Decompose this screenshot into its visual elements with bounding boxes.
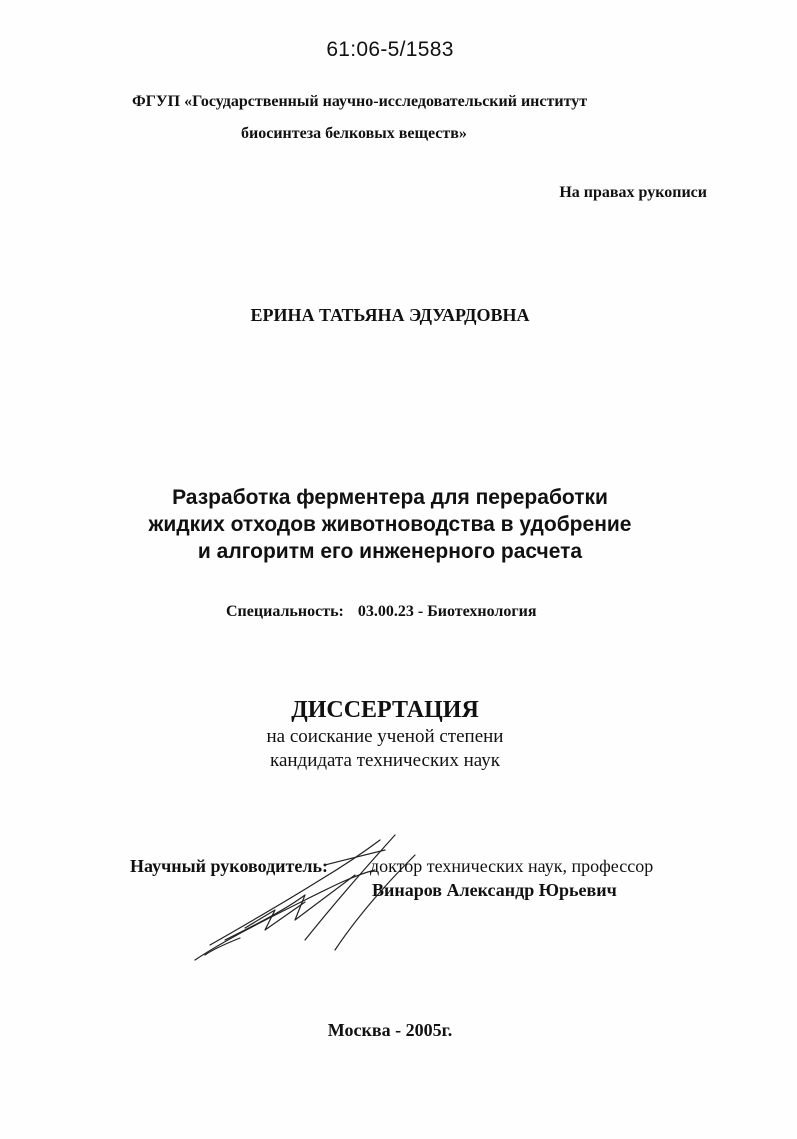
specialty-line xyxy=(226,603,537,621)
degree-line2: кандидата технических наук xyxy=(270,750,500,771)
manuscript-rights-note: На правах рукописи xyxy=(559,184,707,201)
advisor-label: Научный руководитель: xyxy=(130,856,328,876)
advisor-degree: доктор технических наук, профессор xyxy=(370,856,654,876)
specialty-code: 03.00.23 - Биотехнология xyxy=(357,603,537,620)
catalog-number: 61:06-5/1583 xyxy=(326,38,454,61)
specialty-label: Специальность: xyxy=(226,603,344,620)
institution-name-line1: ФГУП «Государственный научно-исследовательский институт xyxy=(132,93,588,110)
city-and-year: Москва - 2005г. xyxy=(327,1020,453,1040)
handwritten-signature xyxy=(185,830,435,970)
author-name: ЕРИНА ТАТЬЯНА ЭДУАРДОВНА xyxy=(250,305,530,325)
thesis-title-line: Разработка ферментера для переработки xyxy=(172,486,608,509)
degree-line1: на соискание ученой степени xyxy=(266,726,504,747)
institution-name-line2: биосинтеза белковых веществ» xyxy=(241,125,467,142)
thesis-title-line: и алгоритм его инженерного расчета xyxy=(197,540,583,563)
advisor-name: Винаров Александр Юрьевич xyxy=(372,880,617,900)
dissertation-heading: ДИССЕРТАЦИЯ xyxy=(291,697,479,723)
thesis-title-line: жидких отходов животноводства в удобрение xyxy=(148,513,632,536)
thesis-title xyxy=(0,484,780,565)
